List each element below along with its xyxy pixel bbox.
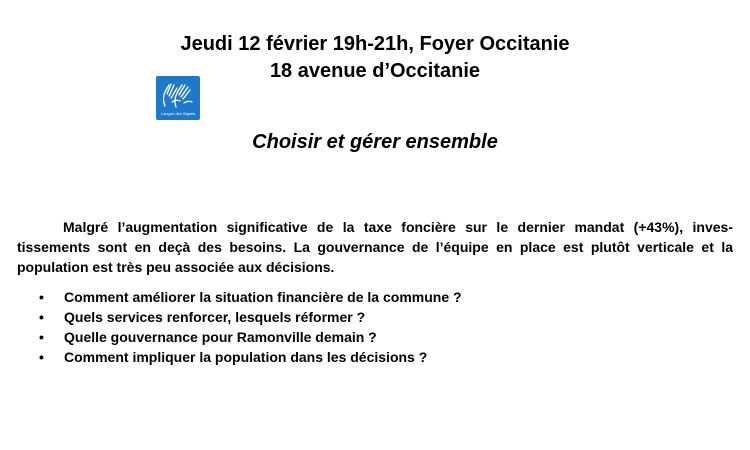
question-text: Comment impliquer la population dans les décisions ? bbox=[64, 349, 428, 365]
bullet-icon: • bbox=[39, 289, 44, 305]
question-text: Comment améliorer la situation financière de la commune ? bbox=[64, 289, 462, 305]
event-header bbox=[0, 31, 750, 85]
list-item bbox=[17, 327, 733, 347]
bullet-icon: • bbox=[39, 309, 44, 325]
sign-language-logo bbox=[156, 76, 200, 120]
event-date-location: Jeudi 12 février 19h-21h, Foyer Occitanie bbox=[180, 33, 570, 55]
intro-paragraph: Malgré l’augmentation significative de la taxe foncière sur le dernier mandat (+43%), inves-tissements sont en deçà des besoins. La gouvernance de l’équipe en place est plutôt verticale et la population est très peu associée aux décisions. bbox=[17, 219, 733, 275]
bullet-icon: • bbox=[39, 329, 44, 345]
list-item bbox=[17, 347, 733, 367]
question-text: Quelle gouvernance pour Ramonville demain ? bbox=[64, 329, 377, 345]
page-subtitle: Choisir et gérer ensemble bbox=[252, 131, 498, 153]
sign-language-label: Langue des Signes bbox=[160, 111, 196, 116]
event-address: 18 avenue d’Occitanie bbox=[269, 60, 481, 82]
question-text: Quels services renforcer, lesquels réformer ? bbox=[64, 309, 366, 325]
sign-language-hands-icon bbox=[156, 76, 200, 112]
list-item bbox=[17, 287, 733, 307]
bullet-icon: • bbox=[39, 349, 44, 365]
list-item bbox=[17, 307, 733, 327]
question-list bbox=[17, 287, 733, 367]
